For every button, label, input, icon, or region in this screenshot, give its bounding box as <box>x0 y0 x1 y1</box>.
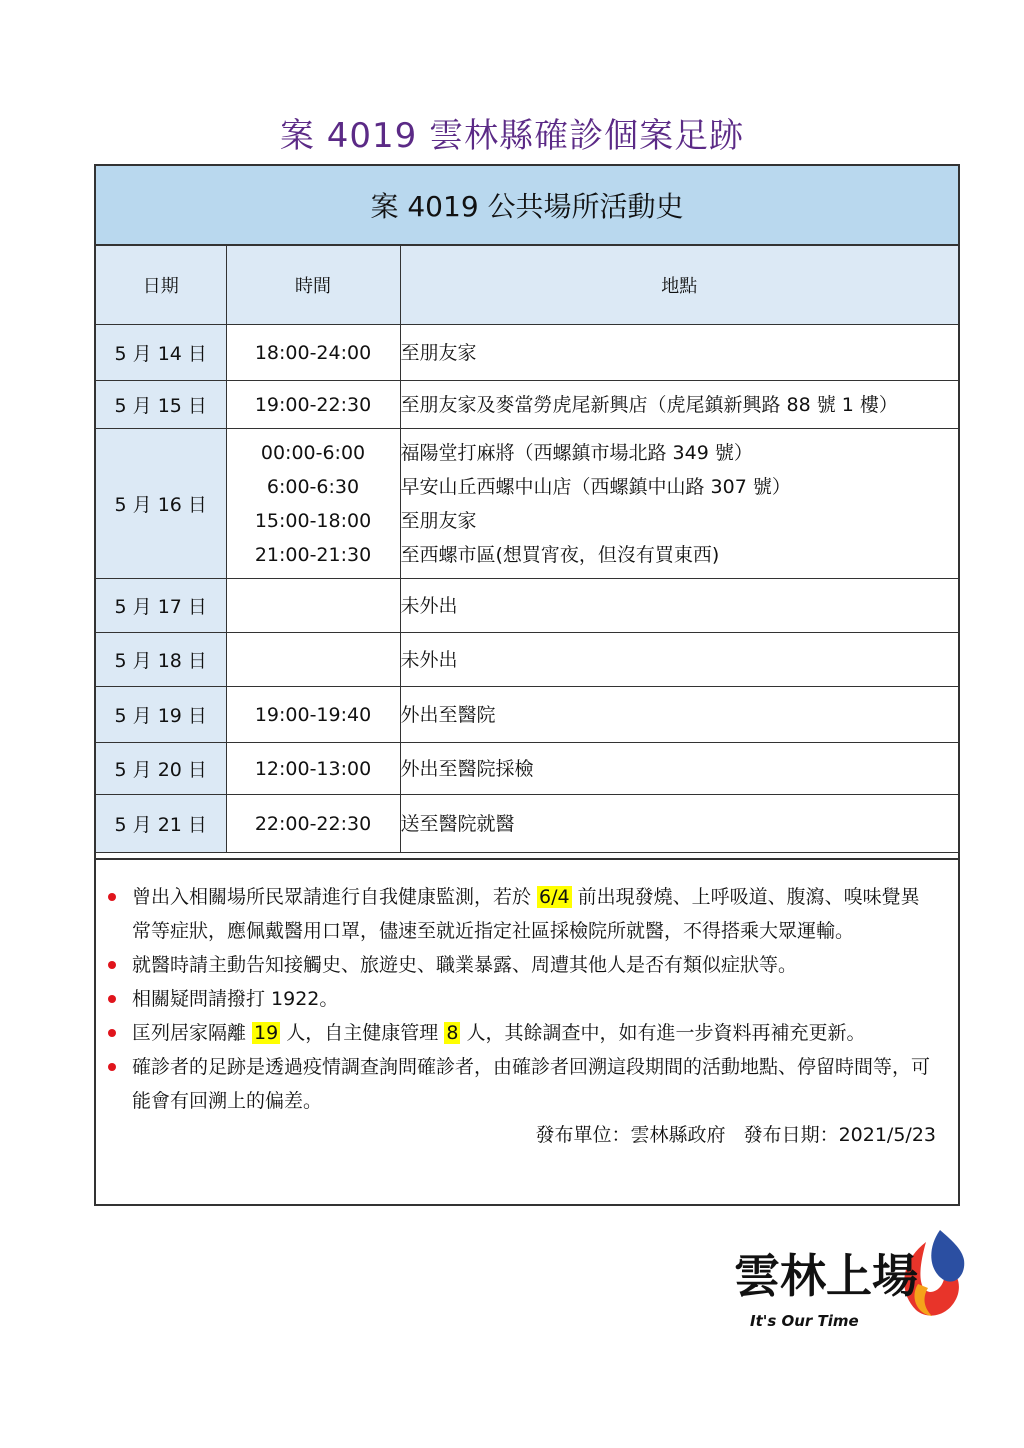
cell-place <box>400 325 958 381</box>
activity-table <box>96 246 958 853</box>
yunlin-logo <box>730 1222 970 1344</box>
cell-place <box>400 795 958 853</box>
cell-time <box>226 579 400 633</box>
place-entry: 送至醫院就醫 <box>400 812 515 835</box>
cell-time <box>226 429 400 579</box>
notes-section <box>96 858 958 1152</box>
note-text: 就醫時請主動告知接觸史、旅遊史、職業暴露、周遭其他人是否有類似症狀等。 <box>132 954 798 976</box>
cell-time <box>226 633 400 687</box>
bullet-icon <box>108 1029 116 1037</box>
logo-text: 雲林上場 <box>734 1249 918 1303</box>
bullet-icon <box>108 893 116 901</box>
header-time: 時間 <box>226 246 400 325</box>
cell-date: 5 月 18 日 <box>96 633 226 687</box>
highlight-quarantine-count: 19 <box>254 1022 279 1044</box>
cell-place <box>400 381 958 429</box>
table-row <box>96 381 958 429</box>
bullet-icon <box>108 995 116 1003</box>
cell-time <box>226 381 400 429</box>
cell-time <box>226 687 400 743</box>
place-entry: 未外出 <box>400 648 458 671</box>
page-title: 案 4019 雲林縣確診個案足跡 <box>279 116 745 156</box>
cell-place <box>400 743 958 795</box>
header-place: 地點 <box>400 246 958 325</box>
cell-place <box>400 429 958 579</box>
note-text: 曾出入相關場所民眾請進行自我健康監測，若於 <box>132 886 538 908</box>
place-entry: 至朋友家 <box>400 509 477 532</box>
highlight-monitor-count: 8 <box>446 1022 459 1044</box>
cell-date: 5 月 20 日 <box>96 743 226 795</box>
note-text: 確診者的足跡是透過疫情調查詢問確診者，由確診者回溯這段期間的活動地點、停留時間等，可能會有回溯上的偏差。 <box>132 1056 931 1112</box>
highlight-date: 6/4 <box>539 886 570 908</box>
time-entry: 22:00-22:30 <box>254 812 372 835</box>
time-entry: 6:00-6:30 <box>266 475 360 498</box>
note-text: 匡列居家隔離 <box>132 1022 253 1044</box>
cell-date: 5 月 14 日 <box>96 325 226 381</box>
cell-date: 5 月 21 日 <box>96 795 226 853</box>
note-text: 人，其餘調查中，如有進一步資料再補充更新。 <box>460 1022 866 1044</box>
table-row <box>96 743 958 795</box>
cell-time <box>226 795 400 853</box>
note-item <box>108 1050 936 1118</box>
release-date: 發布日期：2021/5/23 <box>743 1124 936 1146</box>
bullet-icon <box>108 1063 116 1071</box>
publish-info <box>108 1118 936 1152</box>
cell-time <box>226 325 400 381</box>
time-entry: 19:00-22:30 <box>254 393 372 416</box>
time-entry: 15:00-18:00 <box>254 509 372 532</box>
note-item <box>108 880 936 948</box>
place-entry: 未外出 <box>400 594 458 617</box>
cell-place <box>400 579 958 633</box>
cell-date: 5 月 15 日 <box>96 381 226 429</box>
bullet-icon <box>108 961 116 969</box>
table-row <box>96 579 958 633</box>
cell-time <box>226 743 400 795</box>
table-banner: 案 4019 公共場所活動史 <box>96 166 958 246</box>
table-row <box>96 325 958 381</box>
time-entry: 00:00-6:00 <box>260 441 366 464</box>
time-entry: 21:00-21:30 <box>254 543 372 566</box>
place-entry: 外出至醫院 <box>400 703 496 726</box>
place-entry: 至朋友家及麥當勞虎尾新興店（虎尾鎮新興路 88 號 1 樓） <box>400 393 898 416</box>
cell-date: 5 月 17 日 <box>96 579 226 633</box>
place-entry: 至西螺市區(想買宵夜，但沒有買東西) <box>400 543 720 566</box>
note-item <box>108 1016 936 1050</box>
header-date: 日期 <box>96 246 226 325</box>
note-item <box>108 948 936 982</box>
cell-date: 5 月 16 日 <box>96 429 226 579</box>
note-text: 前出現發燒、上呼吸道、腹瀉、嗅味覺異常等症狀，應佩戴醫用口罩，儘速至就近指定社區採檢院所就醫，不得搭乘大眾運輸。 <box>132 886 920 942</box>
table-row <box>96 429 958 579</box>
note-item <box>108 982 936 1016</box>
cell-place <box>400 633 958 687</box>
document-frame <box>94 164 960 1206</box>
table-header-row <box>96 246 958 325</box>
place-entry: 早安山丘西螺中山店（西螺鎮中山路 307 號） <box>400 475 791 498</box>
table-row <box>96 633 958 687</box>
time-entry: 19:00-19:40 <box>254 703 372 726</box>
time-entry: 12:00-13:00 <box>254 757 372 780</box>
place-entry: 至朋友家 <box>400 341 477 364</box>
place-entry: 福陽堂打麻將（西螺鎮市場北路 349 號） <box>400 441 753 464</box>
note-text: 人，自主健康管理 <box>280 1022 445 1044</box>
time-entry: 18:00-24:00 <box>254 341 372 364</box>
cell-place <box>400 687 958 743</box>
note-text: 相關疑問請撥打 1922。 <box>132 988 339 1010</box>
cell-date: 5 月 19 日 <box>96 687 226 743</box>
publisher: 發布單位：雲林縣政府 <box>535 1124 726 1146</box>
logo-slogan: It's Our Time <box>750 1312 859 1330</box>
table-row <box>96 795 958 853</box>
table-row <box>96 687 958 743</box>
place-entry: 外出至醫院採檢 <box>400 757 534 780</box>
